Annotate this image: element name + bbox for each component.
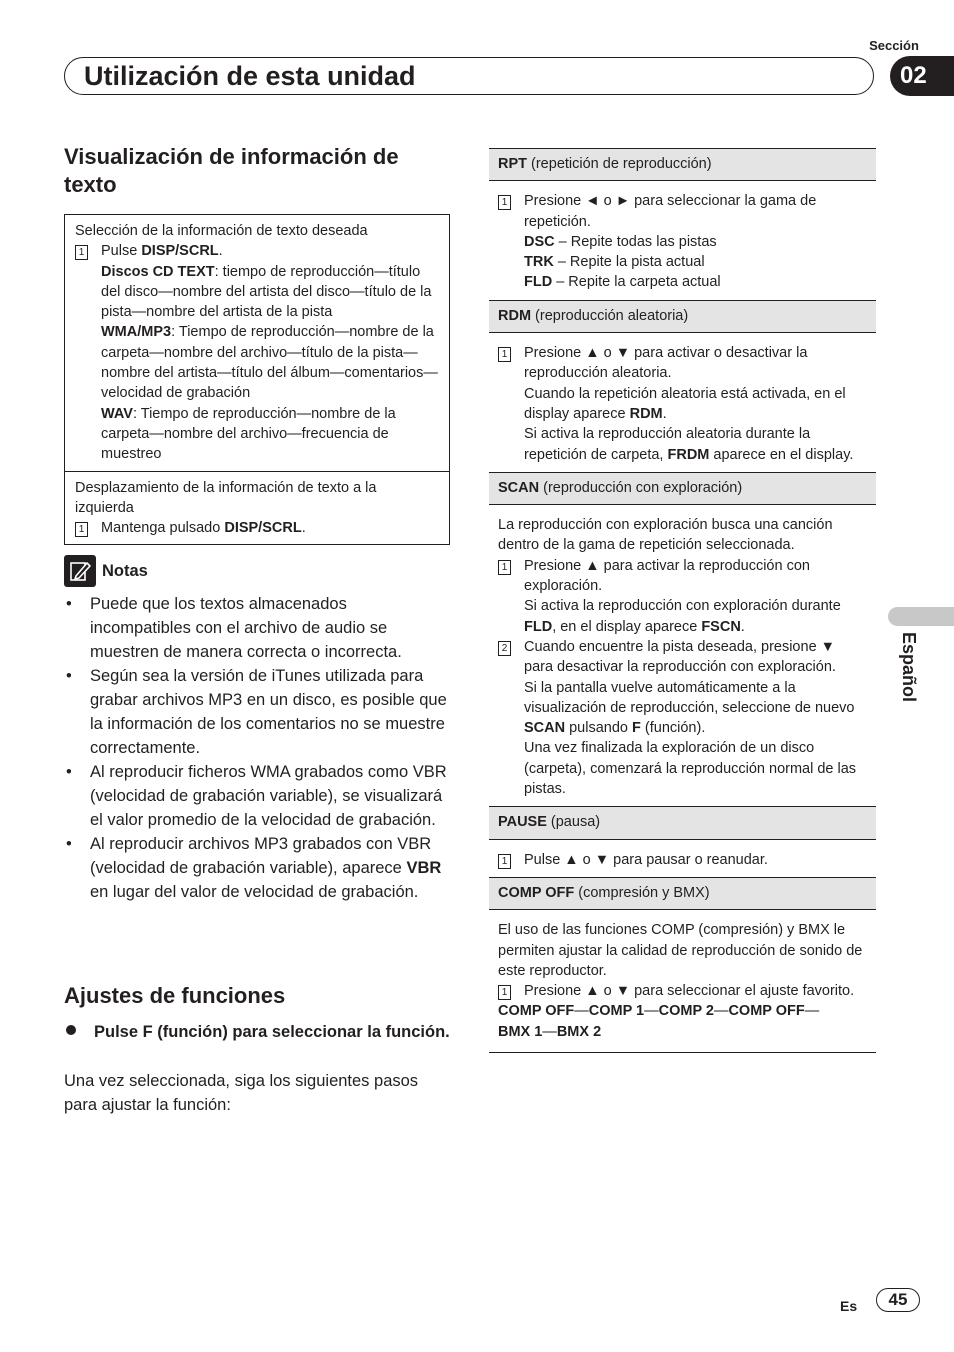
step-text: Cuando encuentre la pista deseada, presione ▼ para desactivar la reproducción con exploración. [524,638,836,676]
wav-info: WAV: Tiempo de reproducción—nombre de la carpeta—nombre del archivo—frecuencia de muestreo [101,405,396,463]
section-heading-functions: Ajustes de funciones [64,983,286,1008]
step-number: 1 [498,854,511,869]
notes-header [64,555,148,587]
step-note: Si la pantalla vuelve automáticamente a la visualización de reproducción, seleccione de nuevo SCAN pulsando F (función). [524,679,855,737]
rpt-header: RPT (repetición de reproducción) [489,149,876,181]
rpt-body [489,181,876,300]
comp-body [489,910,876,1053]
step-text: Presione ▲ o ▼ para seleccionar el ajuste favorito. [524,983,855,1000]
step-text: Presione ▲ o ▼ para activar o desactivar la reproducción aleatoria. [524,345,808,382]
step-text: Pulse ▲ o ▼ para pausar o reanudar. [524,851,768,868]
pulse-f-description: Una vez seleccionada, siga los siguientes pasos para ajustar la función: [64,1072,419,1114]
step-text: Pulse DISP/SCRL. [101,243,223,260]
step-item [75,518,439,538]
step-note: Una vez finalizada la exploración de un disco (carpeta), comenzará la reproducción normal de las pistas. [524,740,857,798]
note-item: • Al reproducir ficheros WMA grabados como VBR (velocidad de grabación variable), se visualizará el valor promedio de la velocidad de grabación. [64,760,450,832]
step-text: Mantenga pulsado DISP/SCRL. [101,520,306,537]
rdm-header: RDM (reproducción aleatoria) [489,301,876,333]
cell-intro: Desplazamiento de la información de texto a la izquierda [75,479,377,516]
step-number: 1 [498,560,511,575]
cell-intro: Selección de la información de texto deseada [75,223,368,239]
table-cell-scroll-info [65,471,449,545]
step-item [75,241,439,464]
pause-body [489,840,876,878]
note-item: • Puede que los textos almacenados incompatibles con el archivo de audio se muestren de manera correcta o incorrecta. [64,592,450,664]
page-number: 45 [876,1288,920,1312]
page-title: Utilización de esta unidad [84,61,416,91]
scan-header: SCAN (reproducción con exploración) [489,473,876,505]
step-number: 1 [498,347,511,362]
section-label: Sección [869,38,919,53]
language-code: Es [840,1298,858,1314]
pause-header: PAUSE (pausa) [489,807,876,839]
step-note: Si activa la reproducción con exploración durante FLD, en el display aparece FSCN. [524,598,841,635]
pencil-note-icon [64,555,96,587]
dsc-option: DSC – Repite todas las pistas [524,233,717,250]
section-number-badge: 02 [890,56,954,96]
function-settings-table [489,148,876,1053]
comp-header: COMP OFF (compresión y BMX) [489,878,876,910]
step-note: Cuando la repetición aleatoria está activada, en el display aparece RDM. [524,385,846,422]
trk-option: TRK – Repite la pista actual [524,254,705,271]
step-number: 2 [498,641,511,656]
language-tab [888,607,954,626]
step-note: Si activa la reproducción aleatoria durante la repetición de carpeta, FRDM aparece en el display. [524,426,854,463]
wma-mp3-info: WMA/MP3: Tiempo de reproducción—nombre de la carpeta—nombre del archivo—título de la pista—nombre del artista—título del álbum—comentarios—velocidad de grabación [101,324,438,402]
note-item: • Según sea la versión de iTunes utilizada para grabar archivos MP3 en un disco, es posible que la información de los comentarios no se muestre correctamente. [64,664,450,760]
bullet-dot-icon [66,1025,76,1035]
comp-intro: El uso de las funciones COMP (compresión) y BMX le permiten ajustar la calidad de reproducción de sonido de este reproductor. [498,922,863,979]
section-heading-text-info: Visualización de información de texto [64,144,399,197]
scan-body [489,505,876,807]
step-number: 1 [498,985,511,1000]
step-number: 1 [75,245,88,260]
step-text: Presione ◄ o ► para seleccionar la gama de repetición. [524,193,817,230]
fld-option: FLD – Repite la carpeta actual [524,274,721,291]
step-number: 1 [75,522,88,537]
notes-title: Notas [102,561,148,580]
pulse-f-instruction: Pulse F (función) para seleccionar la función. [64,1020,450,1044]
text-info-table [64,214,450,545]
notes-list [64,592,450,904]
scan-intro: La reproducción con exploración busca una canción dentro de la gama de repetición seleccionada. [498,517,833,554]
language-label: Español [899,632,919,703]
note-item: • Al reproducir archivos MP3 grabados con VBR (velocidad de grabación variable), aparece VBR en lugar del valor de velocidad de grabación. [64,832,450,904]
cd-text-info: Discos CD TEXT: tiempo de reproducción—título del disco—nombre del artista del disco—título de la pista—nombre del artista de la pista [101,263,432,321]
step-number: 1 [498,195,511,210]
table-cell-select-info [65,215,449,471]
rdm-body [489,333,876,473]
comp-sequence: COMP OFF—COMP 1—COMP 2—COMP OFF— BMX 1—BMX 2 [498,1003,820,1040]
step-text: Presione ▲ para activar la reproducción con exploración. [524,557,810,595]
